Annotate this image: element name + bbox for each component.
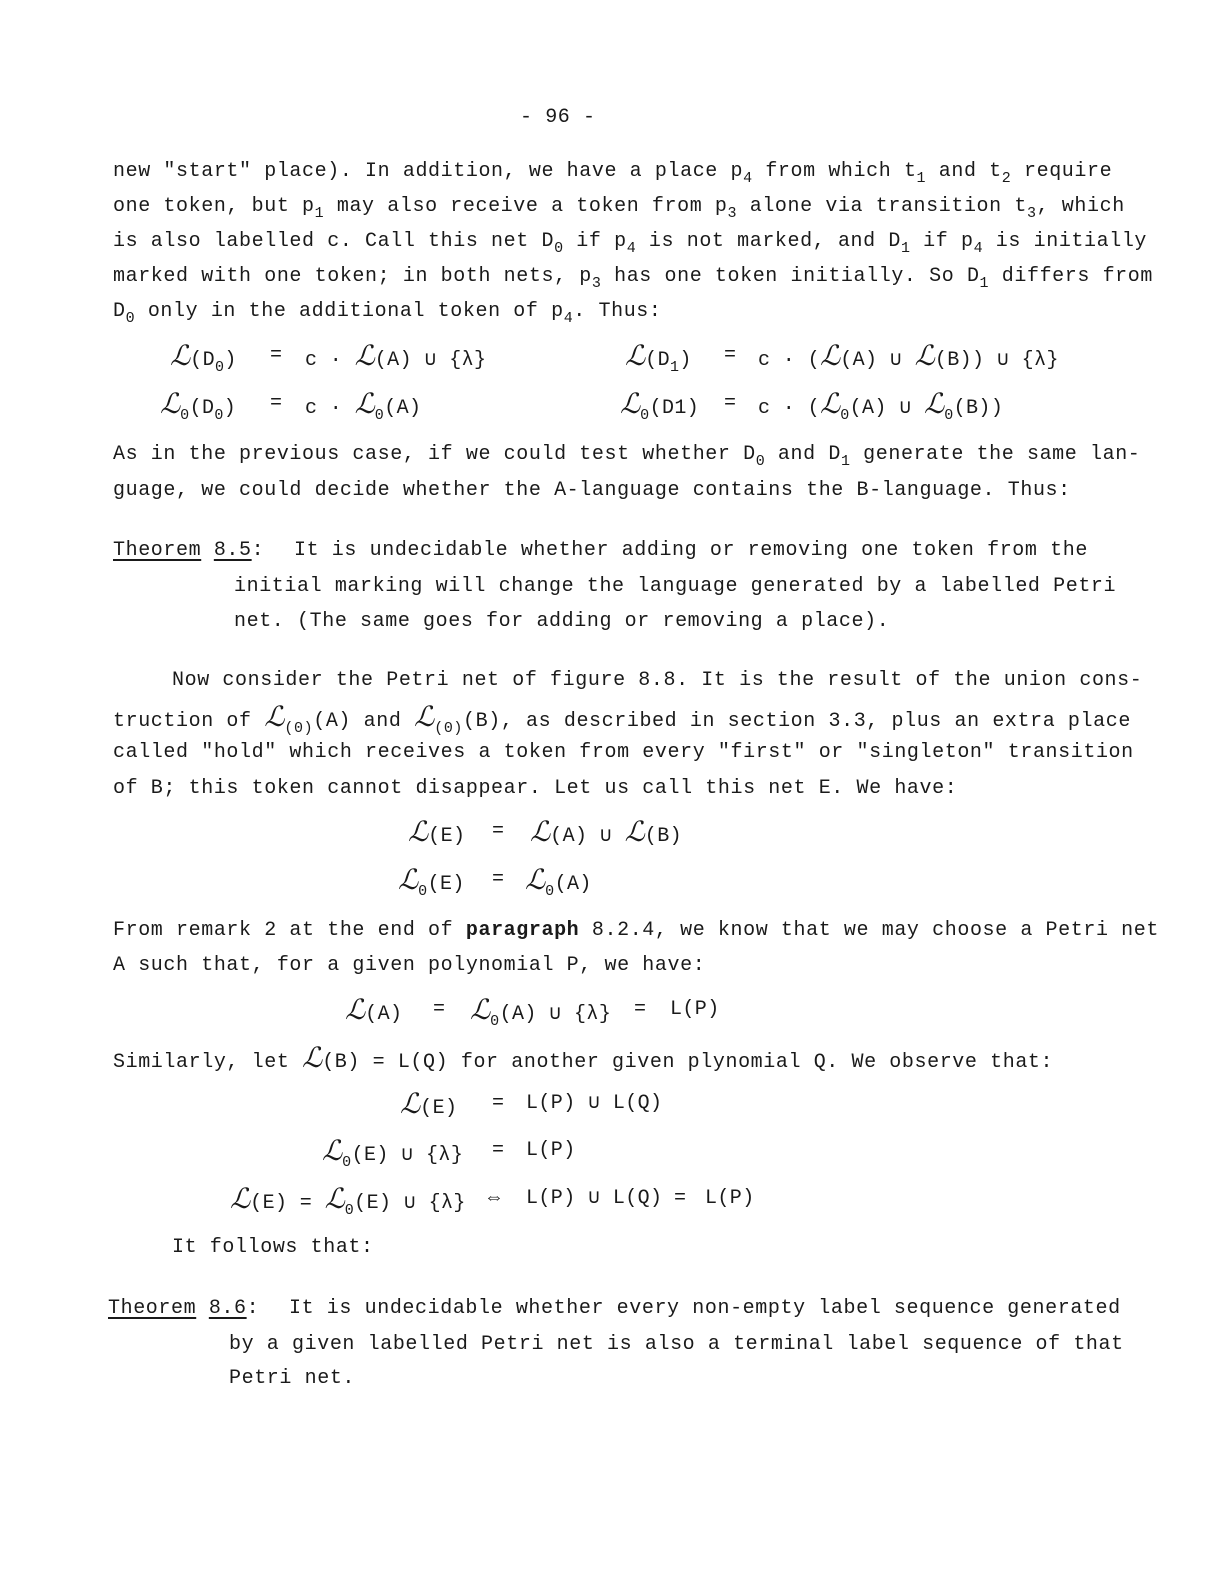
- equation-rhs: L(P): [705, 1187, 755, 1210]
- equation-lhs: ℒ(E) = ℒ$_0$(E) ∪ {λ}: [230, 1182, 466, 1219]
- paragraph-line: As in the previous case, if we could test whether $D_0$ and $D_1$ generate the same lan-: [113, 443, 1141, 470]
- equation-lhs: $ℒ_0(D_0)$: [160, 387, 237, 424]
- theorem-text: Petri net.: [229, 1367, 356, 1390]
- equation-lhs: ℒ$_0$(D1): [620, 387, 700, 424]
- paragraph-line: $D_0$ only in the additional token of $p_4$. Thus:: [113, 300, 662, 327]
- paragraph-line: A such that, for a given polynomial P, we have:: [113, 954, 706, 977]
- paragraph-line: guage, we could decide whether the A-language contains the B-language. Thus:: [113, 479, 1071, 502]
- equation-lhs: ℒ$_0$(E) ∪ {λ}: [322, 1134, 464, 1171]
- paragraph-line: marked with one token; in both nets, $p_3$ has one token initially. So $D_1$ differs from: [113, 265, 1153, 292]
- paragraph-line: Now consider the Petri net of figure 8.8. It is the result of the union cons-: [172, 669, 1143, 692]
- theorem-8-5-heading: Theorem 8.5:: [113, 539, 265, 562]
- paragraph-line: Similarly, let ℒ(B) = L(Q) for another given plynomial Q. We observe that:: [113, 1041, 1054, 1074]
- equation-rhs: ℒ(A) ∪ ℒ(B): [530, 815, 683, 848]
- theorem-text: It is undecidable whether every non-empty label sequence generated: [289, 1297, 1121, 1320]
- theorem-text: It is undecidable whether adding or removing one token from the: [294, 539, 1088, 562]
- equation-lhs: $ℒ(D_1)$: [625, 339, 692, 376]
- equation-rhs: c · (ℒ$_0$(A) ∪ ℒ$_0$(B)): [758, 387, 1004, 424]
- equals-sign: =: [724, 392, 737, 415]
- equation-rhs: ℒ$_0$(A): [525, 863, 592, 900]
- equals-sign: =: [270, 344, 283, 367]
- paragraph-line: called "hold" which receives a token from every "first" or "singleton" transition: [113, 741, 1134, 764]
- equals-sign: =: [270, 392, 283, 415]
- theorem-text: initial marking will change the language generated by a labelled Petri: [234, 575, 1117, 598]
- paragraph-line: of B; this token cannot disappear. Let us call this net E. We have:: [113, 777, 958, 800]
- paragraph-line: truction of ℒ$_{(0)}$(A) and ℒ$_{(0)}$(B), as described in section 3.3, plus an extra place: [113, 700, 1131, 737]
- theorem-8-6-heading: Theorem 8.6:: [108, 1297, 260, 1320]
- equation-lhs: ℒ(E): [400, 1087, 458, 1120]
- equation-middle: L(P) ∪ L(Q): [526, 1187, 663, 1210]
- equals-sign: =: [492, 820, 505, 843]
- equation-lhs: ℒ(A): [345, 993, 403, 1026]
- equation-lhs: $ℒ(D_0)$: [170, 339, 237, 376]
- theorem-text: net. (The same goes for adding or removing a place).: [234, 610, 890, 633]
- equation-rhs: L(P) ∪ L(Q): [526, 1092, 663, 1115]
- equation-lhs: ℒ(E): [408, 815, 466, 848]
- paragraph-line: new "start" place). In addition, we have a place $p_4$ from which $t_1$ and $t_2$ require: [113, 160, 1113, 187]
- equals-sign: =: [492, 1092, 505, 1115]
- equals-sign: =: [492, 1139, 505, 1162]
- equation-lhs: ℒ$_0$(E): [398, 863, 465, 900]
- equals-sign: =: [724, 344, 737, 367]
- equation-rhs: c · ℒ(A) ∪ {λ}: [305, 339, 487, 372]
- paragraph-line: is also labelled c. Call this net $D_0$ if $p_4$ is not marked, and $D_1$ if $p_4$ is initially: [113, 230, 1148, 257]
- iff-symbol: ⇔: [488, 1187, 501, 1210]
- paragraph-line: From remark 2 at the end of paragraph 8.2.4, we know that we may choose a Petri net: [113, 919, 1159, 942]
- equals-sign: =: [492, 868, 505, 891]
- equals-sign: =: [433, 998, 446, 1021]
- equals-sign: =: [634, 998, 647, 1021]
- equation-rhs: L(P): [526, 1139, 576, 1162]
- paragraph-line: It follows that:: [172, 1236, 374, 1259]
- theorem-text: by a given labelled Petri net is also a terminal label sequence of that: [229, 1333, 1124, 1356]
- equation-middle: ℒ$_0$(A) ∪ {λ}: [470, 993, 612, 1030]
- equation-rhs: c · ℒ$_0$(A): [305, 387, 422, 424]
- page-number: - 96 -: [520, 106, 596, 129]
- paragraph-line: one token, but $p_1$ may also receive a token from $p_3$ alone via transition $t_3$, which: [113, 195, 1125, 222]
- equation-rhs: L(P): [670, 998, 720, 1021]
- equation-rhs: c · (ℒ(A) ∪ ℒ(B)) ∪ {λ}: [758, 339, 1059, 372]
- equals-sign: =: [674, 1187, 687, 1210]
